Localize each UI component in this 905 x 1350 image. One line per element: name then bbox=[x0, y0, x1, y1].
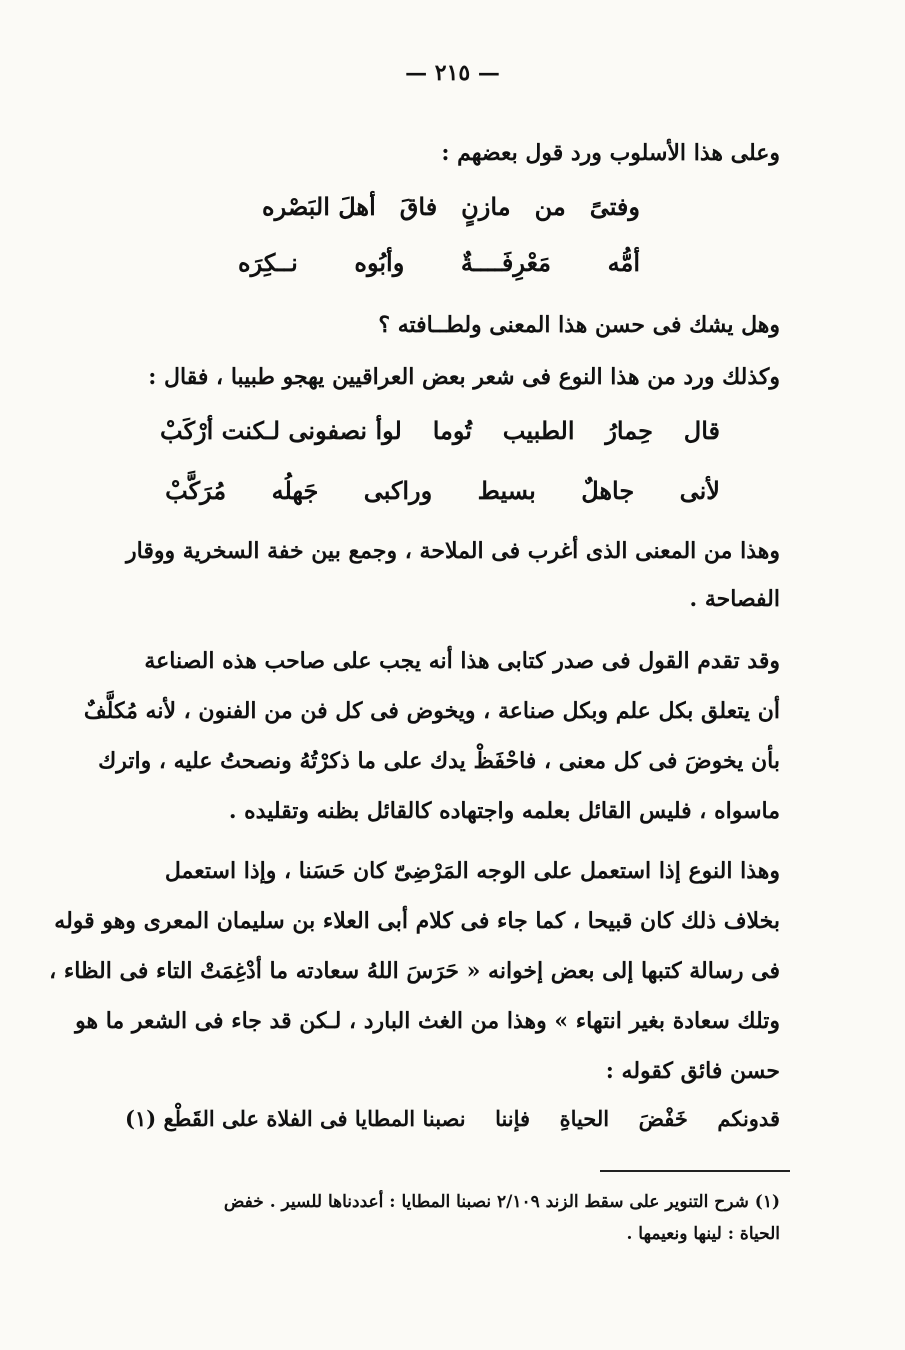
paragraph-craft-l2: أن يتعلق بكل علم وبكل صناعة ، ويخوض فى كل فن من الفنون ، لأنه مُكلَّفٌ bbox=[83, 698, 780, 724]
verse-word: لوأ نصفونى لـكنت أرْكَبْ bbox=[160, 416, 402, 445]
verse-word: لأنى bbox=[679, 476, 720, 505]
intro-line: وعلى هذا الأسلوب ورد قول بعضهم : bbox=[441, 140, 780, 166]
verse-word: نصبنا المطايا فى الفلاة على القَطْع (١) bbox=[125, 1106, 466, 1131]
verse-word: الطبيب bbox=[502, 416, 575, 445]
paragraph-comment-l1: وهذا من المعنى الذى أغرب فى الملاحة ، وجمع بين خفة السخرية ووقار bbox=[126, 538, 780, 564]
verse-word: قال bbox=[683, 416, 720, 445]
paragraph-usage-l2: بخلاف ذلك كان قبيحا ، كما جاء فى كلام أبى العلاء بن سليمان المعرى وهو قوله bbox=[54, 908, 780, 934]
paragraph-iraqi: وكذلك ورد من هذا النوع فى شعر بعض العراقيين يهجو طبيبا ، فقال : bbox=[148, 364, 780, 390]
paragraph-usage-l5: حسن فائق كقوله : bbox=[605, 1058, 780, 1084]
verse2-line2 bbox=[165, 476, 720, 505]
paragraph-usage-l1: وهذا النوع إذا استعمل على الوجه المَرْضِىّ كان حَسَنا ، وإذا استعمل bbox=[164, 858, 780, 884]
verse-word: مُرَكَّبْ bbox=[165, 476, 227, 505]
footnote-divider bbox=[600, 1170, 790, 1172]
paragraph-question: وهل يشك فى حسن هذا المعنى ولطــافته ؟ bbox=[378, 312, 780, 338]
paragraph-craft-l4: ماسواه ، فليس القائل بعلمه واجتهاده كالقائل بظنه وتقليده . bbox=[228, 798, 780, 824]
verse1-line2 bbox=[238, 248, 640, 277]
verse-word: وفتىً bbox=[589, 192, 640, 221]
footnote-line2: الحياة : لينها ونعيمها . bbox=[626, 1224, 780, 1244]
verse2-line1 bbox=[160, 416, 720, 445]
paragraph-craft-l1: وقد تقدم القول فى صدر كتابى هذا أنه يجب على صاحب هذه الصناعة bbox=[144, 648, 780, 674]
verse-word: قدونكم bbox=[717, 1106, 780, 1131]
verse-word: فاقَ bbox=[399, 192, 438, 221]
paragraph-craft-l3: بأن يخوضَ فى كل معنى ، فاحْفَظْ يدك على ما ذكرْتُهُ ونصحتُ عليه ، واترك bbox=[98, 748, 780, 774]
verse-word: جَهلُه bbox=[271, 476, 319, 505]
verse-word: خَفْضَ bbox=[638, 1106, 688, 1131]
verse-word: أمُّه bbox=[607, 248, 640, 277]
paragraph-usage-l3: فى رسالة كتبها إلى بعض إخوانه « حَرَسَ اللهُ سعادته ما أدْغِمَتْ التاء فى الظاء ، bbox=[49, 958, 780, 984]
verse1-line1 bbox=[262, 192, 640, 221]
footnote-line1: (١) شرح التنوير على سقط الزند ٢/١٠٩ نصبنا المطايا : أعددناها للسير . خفض bbox=[223, 1192, 780, 1212]
verse-word: من bbox=[534, 192, 566, 221]
verse-word: الحياةِ bbox=[559, 1106, 610, 1131]
verse-word: أهلَ البَصْره bbox=[262, 192, 376, 221]
page-number: — ٢١٥ — bbox=[405, 60, 500, 86]
verse-word: نــكِرَه bbox=[238, 248, 298, 277]
verse3-line bbox=[125, 1106, 780, 1131]
verse-word: مازنٍ bbox=[461, 192, 511, 221]
verse-word: بسيط bbox=[477, 476, 536, 505]
verse-word: جاهلٌ bbox=[581, 476, 635, 505]
verse-word: مَعْرِفَــــةٌ bbox=[460, 248, 552, 277]
verse-word: فإننا bbox=[495, 1106, 531, 1131]
verse-word: وراكبى bbox=[363, 476, 433, 505]
paragraph-usage-l4: وتلك سعادة بغير انتهاء » وهذا من الغث البارد ، لـكن قد جاء فى الشعر ما هو bbox=[75, 1008, 780, 1034]
paragraph-comment-l2: الفصاحة . bbox=[689, 586, 780, 612]
verse-word: حِمارُ bbox=[605, 416, 653, 445]
verse-word: وأبُوه bbox=[354, 248, 405, 277]
verse-word: تُوما bbox=[432, 416, 472, 445]
